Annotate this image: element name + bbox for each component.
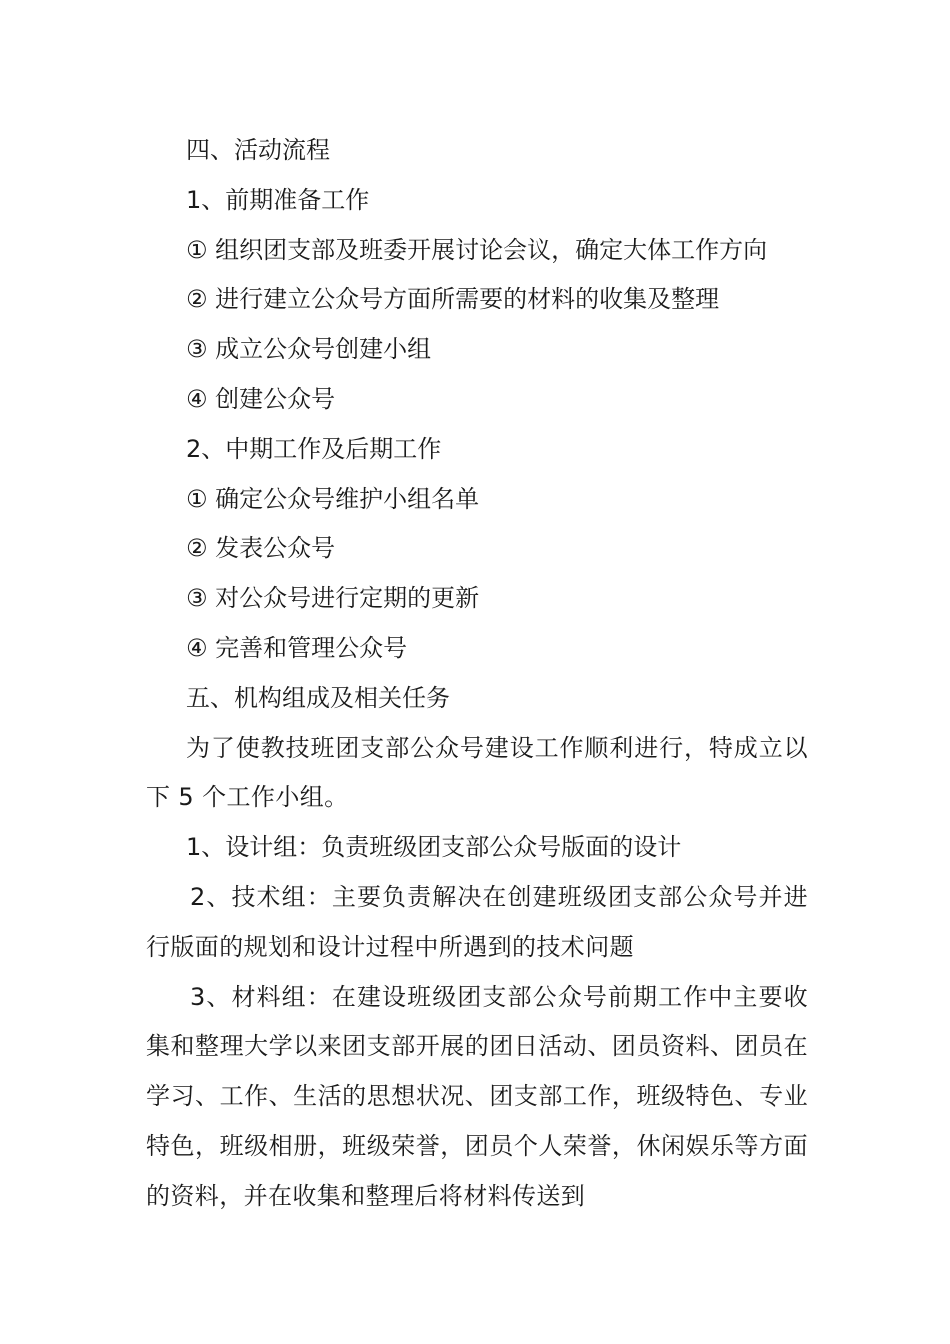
- list-item: ③ 成立公众号创建小组: [186, 335, 432, 364]
- list-item: ④ 创建公众号: [186, 384, 336, 413]
- subheading-preparation: 1、前期准备工作: [186, 185, 370, 214]
- paragraph-intro: 为了使教技班团支部公众号建设工作顺利进行，特成立以下 5 个工作小组。: [146, 733, 808, 812]
- subheading-mid-late-work: 2、中期工作及后期工作: [186, 434, 442, 463]
- paragraph-material-group: 3、材料组：在建设班级团支部公众号前期工作中主要收集和整理大学以来团支部开展的团日活动、团员资料、团员在学习、工作、生活的思想状况、团支部工作，班级特色、专业特色，班级相册，班级荣誉，团员个人荣誉，休闲娱乐等方面的资料，并在收集和整理后将材料传送到: [146, 982, 808, 1210]
- list-item: ④ 完善和管理公众号: [186, 633, 408, 662]
- document-page: [146, 126, 808, 1222]
- list-item: ① 组织团支部及班委开展讨论会议，确定大体工作方向: [186, 235, 768, 264]
- list-item: ① 确定公众号维护小组名单: [186, 484, 480, 513]
- paragraph-design-group: 1、设计组：负责班级团支部公众号版面的设计: [186, 833, 682, 862]
- section-heading-organization: 五、机构组成及相关任务: [186, 683, 450, 712]
- list-item: ② 进行建立公众号方面所需要的材料的收集及整理: [186, 285, 720, 314]
- list-item: ③ 对公众号进行定期的更新: [186, 584, 480, 613]
- paragraph-tech-group: 2、技术组：主要负责解决在创建班级团支部公众号并进行版面的规划和设计过程中所遇到的技术问题: [146, 882, 808, 961]
- list-item: ② 发表公众号: [186, 534, 336, 563]
- section-heading-activity-process: 四、活动流程: [186, 136, 330, 164]
